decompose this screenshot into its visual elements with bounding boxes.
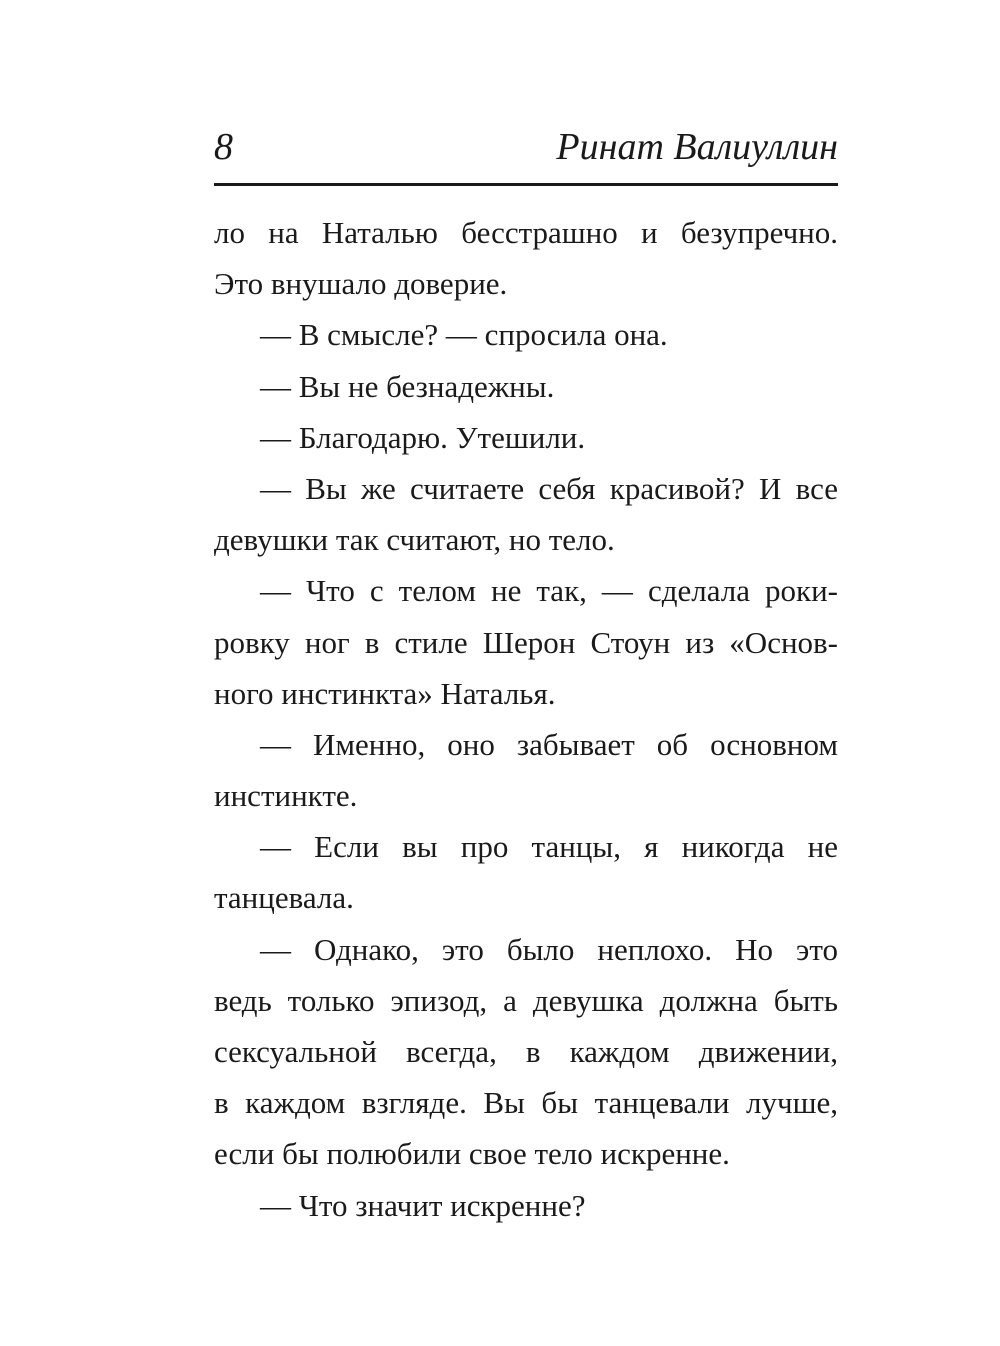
text-line: — Вы не безнадежны.: [260, 368, 555, 404]
text-line: девушки так считают, но тело.: [214, 522, 615, 558]
header-rule: [214, 183, 838, 186]
text-line: в каждом взгляде. Вы бы танцевали лучше,: [214, 1085, 838, 1121]
text-line: — Если вы про танцы, я никогда не: [260, 829, 838, 865]
text-line: ведь только эпизод, а девушка должна быть: [214, 982, 838, 1018]
text-line: — В смысле? — спросила она.: [260, 317, 668, 353]
text-line: ного инстинкта» Наталья.: [214, 675, 556, 711]
text-line: инстинкте.: [214, 778, 358, 814]
text-line: — Однако, это было неплохо. Но это: [260, 931, 838, 967]
page-number: 8: [214, 126, 233, 168]
text-line: танцевала.: [214, 880, 354, 916]
text-line: — Что значит искренне?: [260, 1187, 586, 1223]
text-line: — Благодарю. Утешили.: [260, 419, 586, 455]
text-line: ло на Наталью бесстрашно и безупречно.: [214, 215, 838, 250]
text-line: сексуальной всегда, в каждом движении,: [214, 1034, 838, 1069]
text-line: — Именно, оно забывает об основном: [260, 726, 838, 762]
text-line: — Что с телом не так, — сделала роки-: [260, 573, 838, 609]
text-line: — Вы же считаете себя красивой? И все: [260, 470, 838, 506]
running-head-author: Ринат Валиуллин: [556, 126, 838, 168]
text-line: если бы полюбили свое тело искренне.: [214, 1136, 730, 1172]
text-line: Это внушало доверие.: [214, 266, 508, 302]
body-text: [214, 207, 838, 1231]
text-line: ровку ног в стиле Шерон Стоун из «Основ-: [214, 624, 838, 660]
